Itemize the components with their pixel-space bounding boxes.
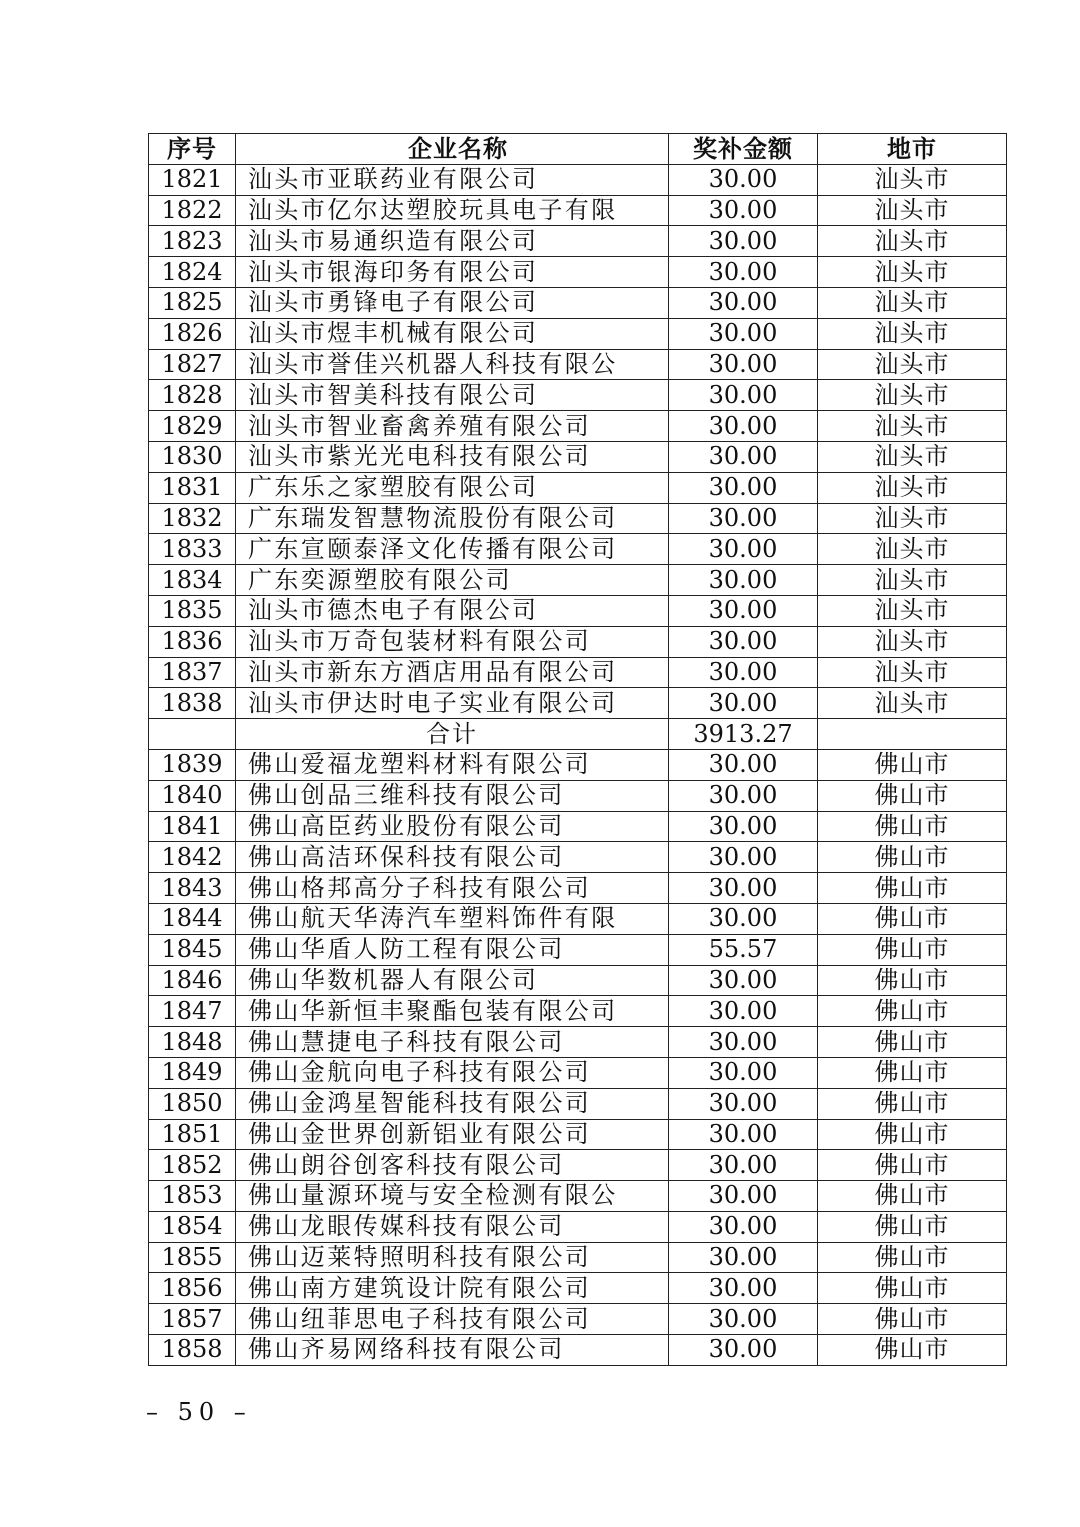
table-row bbox=[149, 164, 1007, 195]
company-name-cell: 广东瑞发智慧物流股份有限公司 bbox=[236, 503, 669, 534]
serial-number-cell: 1840 bbox=[149, 780, 236, 811]
company-name-cell: 汕头市新东方酒店用品有限公司 bbox=[236, 657, 669, 688]
serial-number-cell: 1838 bbox=[149, 688, 236, 719]
award-amount-cell: 30.00 bbox=[669, 965, 818, 996]
company-name-cell: 汕头市紫光光电科技有限公司 bbox=[236, 441, 669, 472]
serial-number-cell: 1834 bbox=[149, 565, 236, 596]
award-amount-cell: 30.00 bbox=[669, 1027, 818, 1058]
award-amount-cell: 30.00 bbox=[669, 626, 818, 657]
city-cell: 佛山市 bbox=[818, 1211, 1007, 1242]
city-cell: 汕头市 bbox=[818, 318, 1007, 349]
serial-number-cell: 1851 bbox=[149, 1119, 236, 1150]
city-cell: 佛山市 bbox=[818, 1273, 1007, 1304]
award-amount-cell: 30.00 bbox=[669, 534, 818, 565]
serial-number-cell: 1832 bbox=[149, 503, 236, 534]
company-name-cell: 佛山量源环境与安全检测有限公 bbox=[236, 1181, 669, 1212]
subtotal-amount: 3913.27 bbox=[669, 719, 818, 750]
table-row bbox=[149, 873, 1007, 904]
company-name-cell: 汕头市银海印务有限公司 bbox=[236, 257, 669, 288]
serial-number-cell: 1821 bbox=[149, 164, 236, 195]
page-number: – 50 – bbox=[146, 1398, 252, 1426]
table-row bbox=[149, 318, 1007, 349]
serial-number-cell: 1845 bbox=[149, 934, 236, 965]
award-table bbox=[148, 133, 1007, 1366]
table-row bbox=[149, 1335, 1007, 1366]
serial-number-cell: 1825 bbox=[149, 287, 236, 318]
award-amount-cell: 30.00 bbox=[669, 164, 818, 195]
award-amount-cell: 30.00 bbox=[669, 503, 818, 534]
subtotal-empty-cell bbox=[149, 719, 236, 750]
serial-number-cell: 1829 bbox=[149, 411, 236, 442]
company-name-cell: 佛山高洁环保科技有限公司 bbox=[236, 842, 669, 873]
table-row bbox=[149, 380, 1007, 411]
serial-number-cell: 1835 bbox=[149, 595, 236, 626]
serial-number-cell: 1843 bbox=[149, 873, 236, 904]
serial-number-cell: 1850 bbox=[149, 1088, 236, 1119]
award-amount-cell: 30.00 bbox=[669, 842, 818, 873]
award-amount-cell: 30.00 bbox=[669, 1242, 818, 1273]
company-name-cell: 佛山爱福龙塑料材料有限公司 bbox=[236, 749, 669, 780]
city-cell: 佛山市 bbox=[818, 873, 1007, 904]
company-name-cell: 汕头市誉佳兴机器人科技有限公 bbox=[236, 349, 669, 380]
award-amount-cell: 30.00 bbox=[669, 903, 818, 934]
city-cell: 佛山市 bbox=[818, 811, 1007, 842]
company-name-cell: 佛山华新恒丰聚酯包装有限公司 bbox=[236, 996, 669, 1027]
serial-number-cell: 1822 bbox=[149, 195, 236, 226]
table-row bbox=[149, 1119, 1007, 1150]
company-name-cell: 汕头市德杰电子有限公司 bbox=[236, 595, 669, 626]
company-name-cell: 佛山慧捷电子科技有限公司 bbox=[236, 1027, 669, 1058]
award-amount-cell: 30.00 bbox=[669, 472, 818, 503]
company-name-cell: 佛山金鸿星智能科技有限公司 bbox=[236, 1088, 669, 1119]
table-body-foshan bbox=[149, 749, 1007, 1365]
table-row bbox=[149, 688, 1007, 719]
award-amount-cell: 30.00 bbox=[669, 380, 818, 411]
city-cell: 佛山市 bbox=[818, 934, 1007, 965]
award-amount-cell: 30.00 bbox=[669, 1057, 818, 1088]
serial-number-cell: 1858 bbox=[149, 1335, 236, 1366]
city-cell: 汕头市 bbox=[818, 164, 1007, 195]
header-city: 地市 bbox=[818, 134, 1007, 165]
award-amount-cell: 30.00 bbox=[669, 1335, 818, 1366]
subtotal-city-empty bbox=[818, 719, 1007, 750]
table-header-row bbox=[149, 134, 1007, 165]
award-amount-cell: 30.00 bbox=[669, 595, 818, 626]
city-cell: 佛山市 bbox=[818, 996, 1007, 1027]
company-name-cell: 汕头市亿尔达塑胶玩具电子有限 bbox=[236, 195, 669, 226]
table-row bbox=[149, 1211, 1007, 1242]
table-row bbox=[149, 595, 1007, 626]
city-cell: 佛山市 bbox=[818, 842, 1007, 873]
city-cell: 佛山市 bbox=[818, 780, 1007, 811]
serial-number-cell: 1824 bbox=[149, 257, 236, 288]
company-name-cell: 汕头市智美科技有限公司 bbox=[236, 380, 669, 411]
company-name-cell: 佛山迈莱特照明科技有限公司 bbox=[236, 1242, 669, 1273]
table-row bbox=[149, 1150, 1007, 1181]
table-row bbox=[149, 349, 1007, 380]
subtotal-row bbox=[149, 719, 1007, 750]
table-row bbox=[149, 411, 1007, 442]
award-amount-cell: 30.00 bbox=[669, 349, 818, 380]
table-row bbox=[149, 441, 1007, 472]
serial-number-cell: 1844 bbox=[149, 903, 236, 934]
city-cell: 佛山市 bbox=[818, 1304, 1007, 1335]
award-amount-cell: 30.00 bbox=[669, 1181, 818, 1212]
city-cell: 佛山市 bbox=[818, 1027, 1007, 1058]
table-row bbox=[149, 472, 1007, 503]
serial-number-cell: 1842 bbox=[149, 842, 236, 873]
serial-number-cell: 1857 bbox=[149, 1304, 236, 1335]
company-name-cell: 佛山齐易网络科技有限公司 bbox=[236, 1335, 669, 1366]
company-name-cell: 汕头市勇锋电子有限公司 bbox=[236, 287, 669, 318]
company-name-cell: 佛山创品三维科技有限公司 bbox=[236, 780, 669, 811]
company-name-cell: 汕头市伊达时电子实业有限公司 bbox=[236, 688, 669, 719]
table-row bbox=[149, 965, 1007, 996]
table-row bbox=[149, 780, 1007, 811]
table-row bbox=[149, 842, 1007, 873]
serial-number-cell: 1853 bbox=[149, 1181, 236, 1212]
award-amount-cell: 30.00 bbox=[669, 1211, 818, 1242]
company-name-cell: 汕头市煜丰机械有限公司 bbox=[236, 318, 669, 349]
serial-number-cell: 1855 bbox=[149, 1242, 236, 1273]
company-name-cell: 佛山格邦高分子科技有限公司 bbox=[236, 873, 669, 904]
award-amount-cell: 30.00 bbox=[669, 1304, 818, 1335]
serial-number-cell: 1836 bbox=[149, 626, 236, 657]
serial-number-cell: 1854 bbox=[149, 1211, 236, 1242]
company-name-cell: 佛山纽菲思电子科技有限公司 bbox=[236, 1304, 669, 1335]
header-serial-number: 序号 bbox=[149, 134, 236, 165]
table-row bbox=[149, 503, 1007, 534]
award-amount-cell: 30.00 bbox=[669, 411, 818, 442]
company-name-cell: 佛山高臣药业股份有限公司 bbox=[236, 811, 669, 842]
city-cell: 汕头市 bbox=[818, 226, 1007, 257]
serial-number-cell: 1856 bbox=[149, 1273, 236, 1304]
city-cell: 汕头市 bbox=[818, 626, 1007, 657]
award-amount-cell: 30.00 bbox=[669, 257, 818, 288]
serial-number-cell: 1833 bbox=[149, 534, 236, 565]
serial-number-cell: 1831 bbox=[149, 472, 236, 503]
table-row bbox=[149, 1088, 1007, 1119]
award-amount-cell: 30.00 bbox=[669, 811, 818, 842]
city-cell: 汕头市 bbox=[818, 534, 1007, 565]
award-amount-cell: 55.57 bbox=[669, 934, 818, 965]
serial-number-cell: 1852 bbox=[149, 1150, 236, 1181]
award-amount-cell: 30.00 bbox=[669, 1150, 818, 1181]
company-name-cell: 佛山金世界创新铝业有限公司 bbox=[236, 1119, 669, 1150]
table-body-shantou bbox=[149, 164, 1007, 718]
award-amount-cell: 30.00 bbox=[669, 1088, 818, 1119]
award-amount-cell: 30.00 bbox=[669, 226, 818, 257]
serial-number-cell: 1841 bbox=[149, 811, 236, 842]
serial-number-cell: 1826 bbox=[149, 318, 236, 349]
header-award-amount: 奖补金额 bbox=[669, 134, 818, 165]
award-amount-cell: 30.00 bbox=[669, 287, 818, 318]
city-cell: 汕头市 bbox=[818, 257, 1007, 288]
table-row bbox=[149, 657, 1007, 688]
serial-number-cell: 1847 bbox=[149, 996, 236, 1027]
header-company-name: 企业名称 bbox=[236, 134, 669, 165]
city-cell: 佛山市 bbox=[818, 1150, 1007, 1181]
serial-number-cell: 1839 bbox=[149, 749, 236, 780]
company-name-cell: 佛山华盾人防工程有限公司 bbox=[236, 934, 669, 965]
company-name-cell: 佛山朗谷创客科技有限公司 bbox=[236, 1150, 669, 1181]
table-row bbox=[149, 1181, 1007, 1212]
city-cell: 汕头市 bbox=[818, 380, 1007, 411]
company-name-cell: 佛山金航向电子科技有限公司 bbox=[236, 1057, 669, 1088]
table-row bbox=[149, 903, 1007, 934]
serial-number-cell: 1848 bbox=[149, 1027, 236, 1058]
city-cell: 佛山市 bbox=[818, 1057, 1007, 1088]
award-amount-cell: 30.00 bbox=[669, 873, 818, 904]
table-body-subtotal bbox=[149, 719, 1007, 750]
company-name-cell: 汕头市智业畜禽养殖有限公司 bbox=[236, 411, 669, 442]
table-row bbox=[149, 1304, 1007, 1335]
serial-number-cell: 1830 bbox=[149, 441, 236, 472]
award-amount-cell: 30.00 bbox=[669, 441, 818, 472]
serial-number-cell: 1828 bbox=[149, 380, 236, 411]
award-amount-cell: 30.00 bbox=[669, 565, 818, 596]
city-cell: 佛山市 bbox=[818, 749, 1007, 780]
table-row bbox=[149, 1057, 1007, 1088]
table-row bbox=[149, 811, 1007, 842]
table-row bbox=[149, 534, 1007, 565]
company-name-cell: 广东宣颐泰泽文化传播有限公司 bbox=[236, 534, 669, 565]
award-amount-cell: 30.00 bbox=[669, 688, 818, 719]
company-name-cell: 佛山龙眼传媒科技有限公司 bbox=[236, 1211, 669, 1242]
city-cell: 汕头市 bbox=[818, 595, 1007, 626]
table-row bbox=[149, 1273, 1007, 1304]
city-cell: 佛山市 bbox=[818, 1335, 1007, 1366]
company-name-cell: 汕头市亚联药业有限公司 bbox=[236, 164, 669, 195]
award-amount-cell: 30.00 bbox=[669, 996, 818, 1027]
table-row bbox=[149, 749, 1007, 780]
city-cell: 汕头市 bbox=[818, 195, 1007, 226]
serial-number-cell: 1837 bbox=[149, 657, 236, 688]
award-amount-cell: 30.00 bbox=[669, 780, 818, 811]
city-cell: 汕头市 bbox=[818, 503, 1007, 534]
subtotal-label: 合计 bbox=[236, 719, 669, 750]
company-name-cell: 佛山华数机器人有限公司 bbox=[236, 965, 669, 996]
city-cell: 佛山市 bbox=[818, 965, 1007, 996]
table-row bbox=[149, 934, 1007, 965]
city-cell: 汕头市 bbox=[818, 565, 1007, 596]
table-row bbox=[149, 257, 1007, 288]
serial-number-cell: 1823 bbox=[149, 226, 236, 257]
table-row bbox=[149, 287, 1007, 318]
city-cell: 汕头市 bbox=[818, 287, 1007, 318]
city-cell: 佛山市 bbox=[818, 1181, 1007, 1212]
serial-number-cell: 1849 bbox=[149, 1057, 236, 1088]
city-cell: 汕头市 bbox=[818, 472, 1007, 503]
city-cell: 汕头市 bbox=[818, 688, 1007, 719]
company-name-cell: 广东乐之家塑胶有限公司 bbox=[236, 472, 669, 503]
city-cell: 汕头市 bbox=[818, 411, 1007, 442]
award-amount-cell: 30.00 bbox=[669, 195, 818, 226]
award-amount-cell: 30.00 bbox=[669, 749, 818, 780]
award-amount-cell: 30.00 bbox=[669, 1273, 818, 1304]
city-cell: 佛山市 bbox=[818, 1088, 1007, 1119]
table-row bbox=[149, 996, 1007, 1027]
city-cell: 佛山市 bbox=[818, 1242, 1007, 1273]
award-amount-cell: 30.00 bbox=[669, 318, 818, 349]
city-cell: 汕头市 bbox=[818, 657, 1007, 688]
table-row bbox=[149, 226, 1007, 257]
table-row bbox=[149, 626, 1007, 657]
table-row bbox=[149, 1242, 1007, 1273]
table-row bbox=[149, 565, 1007, 596]
serial-number-cell: 1846 bbox=[149, 965, 236, 996]
city-cell: 汕头市 bbox=[818, 349, 1007, 380]
serial-number-cell: 1827 bbox=[149, 349, 236, 380]
company-name-cell: 广东奕源塑胶有限公司 bbox=[236, 565, 669, 596]
city-cell: 佛山市 bbox=[818, 1119, 1007, 1150]
company-name-cell: 佛山航天华涛汽车塑料饰件有限 bbox=[236, 903, 669, 934]
award-amount-cell: 30.00 bbox=[669, 657, 818, 688]
table-row bbox=[149, 1027, 1007, 1058]
city-cell: 汕头市 bbox=[818, 441, 1007, 472]
company-name-cell: 汕头市易通织造有限公司 bbox=[236, 226, 669, 257]
company-name-cell: 汕头市万奇包装材料有限公司 bbox=[236, 626, 669, 657]
company-name-cell: 佛山南方建筑设计院有限公司 bbox=[236, 1273, 669, 1304]
award-amount-cell: 30.00 bbox=[669, 1119, 818, 1150]
table-row bbox=[149, 195, 1007, 226]
city-cell: 佛山市 bbox=[818, 903, 1007, 934]
